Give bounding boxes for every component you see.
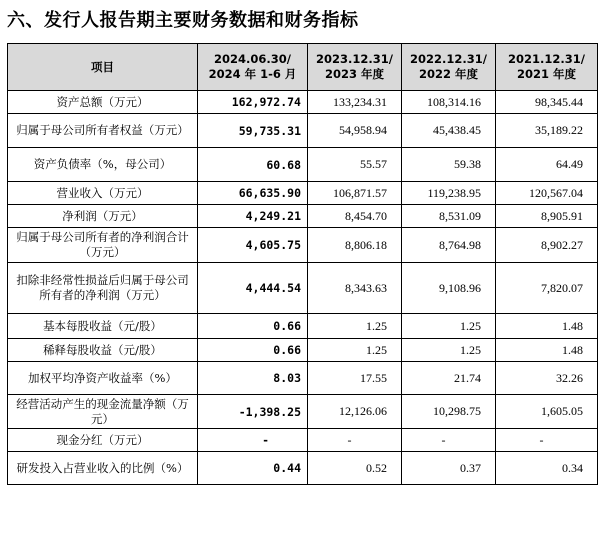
row-label: 基本每股收益（元/股） (8, 314, 198, 339)
value-cell: 7,820.07 (496, 263, 598, 314)
value-cell: 98,345.44 (496, 91, 598, 114)
table-row (8, 148, 598, 182)
table-row (8, 114, 598, 148)
value-cell: 1.48 (496, 314, 598, 339)
table-row (8, 91, 598, 114)
value-cell: 106,871.57 (308, 182, 402, 205)
value-cell: 0.37 (402, 452, 496, 485)
header-2024h1: 2024.06.30/ 2024 年 1-6 月 (198, 44, 308, 91)
value-cell: 8,902.27 (496, 228, 598, 263)
value-cell: 1.25 (308, 314, 402, 339)
value-cell: 108,314.16 (402, 91, 496, 114)
row-label: 营业收入（万元） (8, 182, 198, 205)
row-label: 稀释每股收益（元/股） (8, 339, 198, 362)
table-row (8, 452, 598, 485)
value-cell: 8,905.91 (496, 205, 598, 228)
value-cell: 9,108.96 (402, 263, 496, 314)
value-cell: 1.25 (308, 339, 402, 362)
value-cell: -1,398.25 (198, 395, 308, 429)
table-row (8, 429, 598, 452)
row-label: 扣除非经常性损益后归属于母公司所有者的净利润（万元） (8, 263, 198, 314)
value-cell: 1.25 (402, 314, 496, 339)
value-cell: 119,238.95 (402, 182, 496, 205)
value-cell: 35,189.22 (496, 114, 598, 148)
value-cell: 1,605.05 (496, 395, 598, 429)
table-row (8, 314, 598, 339)
value-cell: 0.34 (496, 452, 598, 485)
value-cell: 8,764.98 (402, 228, 496, 263)
value-cell: 8.03 (198, 362, 308, 395)
header-2023: 2023.12.31/ 2023 年度 (308, 44, 402, 91)
value-cell: 60.68 (198, 148, 308, 182)
value-cell: - (496, 429, 598, 452)
row-label: 经营活动产生的现金流量净额（万元） (8, 395, 198, 429)
table-row (8, 263, 598, 314)
row-label: 研发投入占营业收入的比例（%） (8, 452, 198, 485)
header-2021: 2021.12.31/ 2021 年度 (496, 44, 598, 91)
section-heading: 六、发行人报告期主要财务数据和财务指标 (7, 10, 359, 31)
value-cell: 17.55 (308, 362, 402, 395)
row-label: 资产负债率（%，母公司） (8, 148, 198, 182)
value-cell: 8,454.70 (308, 205, 402, 228)
value-cell: 32.26 (496, 362, 598, 395)
value-cell: 12,126.06 (308, 395, 402, 429)
value-cell: 66,635.90 (198, 182, 308, 205)
header-item: 项目 (8, 44, 198, 91)
row-label: 现金分红（万元） (8, 429, 198, 452)
table-header-row (8, 44, 598, 91)
value-cell: 162,972.74 (198, 91, 308, 114)
value-cell: 8,531.09 (402, 205, 496, 228)
value-cell: 8,806.18 (308, 228, 402, 263)
financial-indicators-table (7, 43, 598, 485)
value-cell: 120,567.04 (496, 182, 598, 205)
row-label: 净利润（万元） (8, 205, 198, 228)
value-cell: - (308, 429, 402, 452)
row-label: 加权平均净资产收益率（%） (8, 362, 198, 395)
value-cell: 1.48 (496, 339, 598, 362)
value-cell: 0.66 (198, 314, 308, 339)
table-row (8, 395, 598, 429)
value-cell: 0.66 (198, 339, 308, 362)
table-row (8, 205, 598, 228)
value-cell: - (402, 429, 496, 452)
row-label: 资产总额（万元） (8, 91, 198, 114)
value-cell: 1.25 (402, 339, 496, 362)
value-cell: 4,249.21 (198, 205, 308, 228)
value-cell: 55.57 (308, 148, 402, 182)
value-cell: 64.49 (496, 148, 598, 182)
value-cell: 4,444.54 (198, 263, 308, 314)
value-cell: 59.38 (402, 148, 496, 182)
value-cell: 59,735.31 (198, 114, 308, 148)
value-cell: 45,438.45 (402, 114, 496, 148)
table-row (8, 182, 598, 205)
table-row (8, 228, 598, 263)
value-cell: 54,958.94 (308, 114, 402, 148)
value-cell: - (198, 429, 308, 452)
value-cell: 0.52 (308, 452, 402, 485)
value-cell: 4,605.75 (198, 228, 308, 263)
value-cell: 8,343.63 (308, 263, 402, 314)
table-row (8, 362, 598, 395)
header-2022: 2022.12.31/ 2022 年度 (402, 44, 496, 91)
value-cell: 0.44 (198, 452, 308, 485)
value-cell: 133,234.31 (308, 91, 402, 114)
value-cell: 10,298.75 (402, 395, 496, 429)
row-label: 归属于母公司所有者权益（万元） (8, 114, 198, 148)
table-row (8, 339, 598, 362)
row-label: 归属于母公司所有者的净利润合计（万元） (8, 228, 198, 263)
value-cell: 21.74 (402, 362, 496, 395)
